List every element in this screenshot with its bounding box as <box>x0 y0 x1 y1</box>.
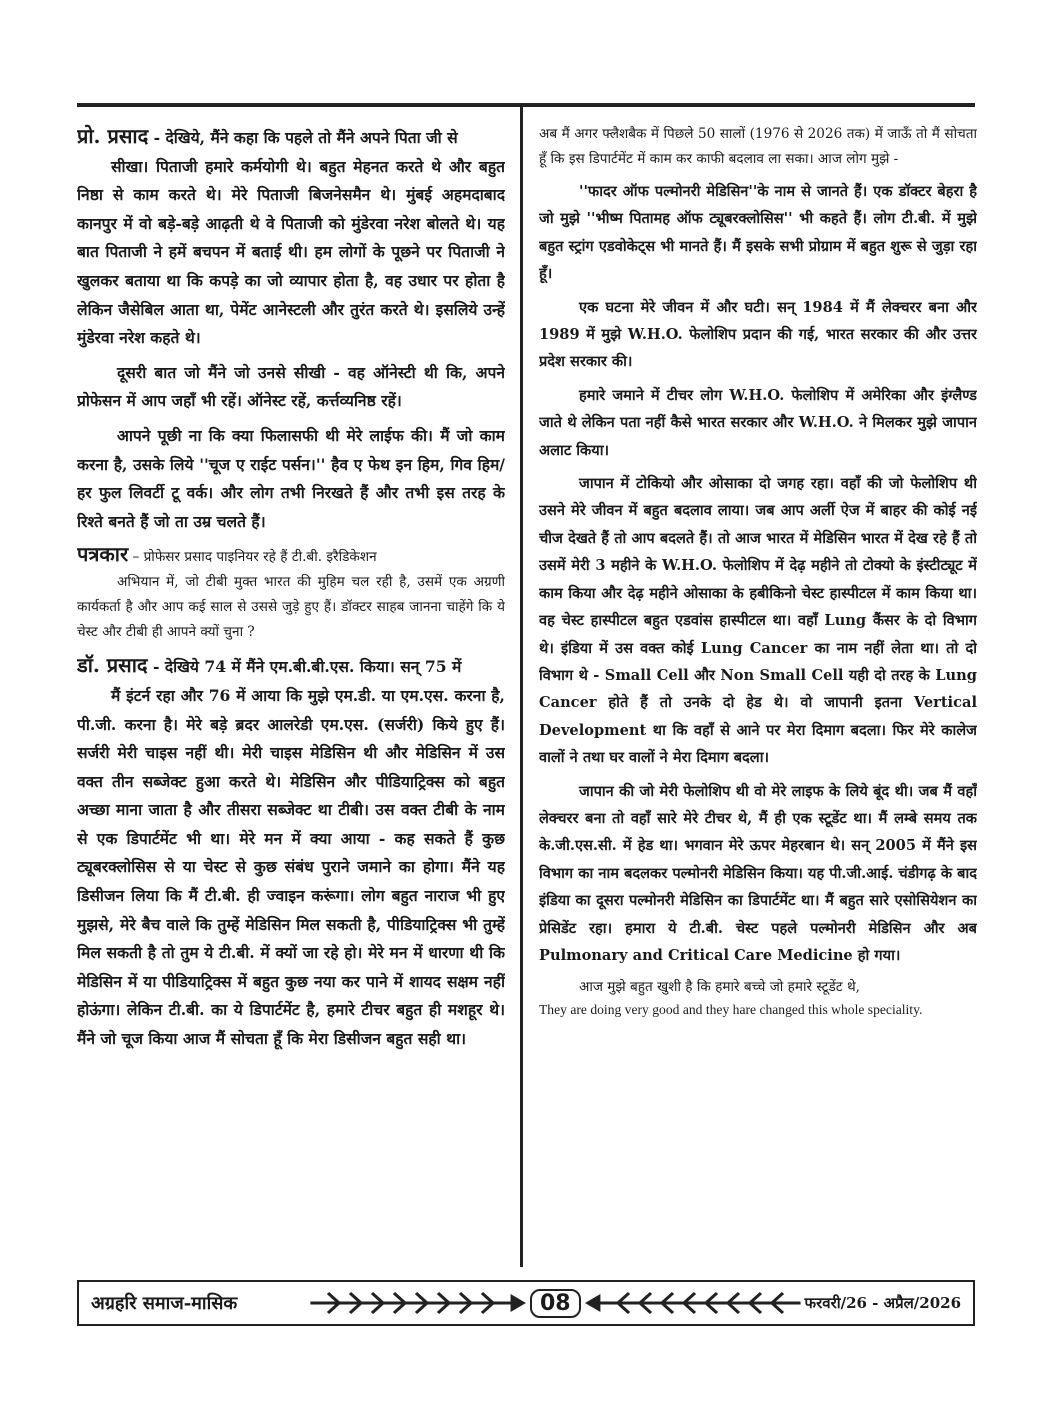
paragraph-journalist-cont <box>77 570 505 645</box>
paragraph-philosophy <box>77 422 505 536</box>
arrow-ornament-icon <box>585 1288 805 1318</box>
paragraph-text: दूसरी बात जो मैंने जो उनसे सीखी - वह ऑनेस्टी थी कि, अपने प्रोफेसन में आप जहाँ भी रहें। ऑनेस्ट रहें, कर्त्तव्यनिष्ठ रहें। <box>77 362 505 411</box>
paragraph-text: हमारे जमाने में टीचर लोग W.H.O. फेलोशिप में अमेरिका और इंग्लैण्ड जाते थे लेकिन पता नहीं कैसे भारत सरकार और W.H.O. ने मिलकर मुझे जापान अलाट किया। <box>539 386 977 459</box>
speaker-label: पत्रकार <box>77 542 129 567</box>
ornament-right <box>585 1282 805 1324</box>
paragraph-text: आपने पूछी ना कि क्या फिलासफी थी मेरे लाईफ की। मैं जो काम करना है, उसके लिये ''चूज ए राईट पर्सन।'' हैव ए फेथ इन हिम, गिव हिम/हर फुल लिवर्टी टू वर्क। और लोग तभी निरखते हैं और तभी इस तरह के रिश्ते बनते हैं जो ता उम्र चलते हैं। <box>77 425 505 531</box>
paragraph-japan-allotted <box>539 382 977 464</box>
left-column <box>77 122 505 1272</box>
paragraph-text: सीखा। पिताजी हमारे कर्मयोगी थे। बहुत मेहनत करते थे और बहुत निष्ठा से काम करते थे। मेरे पिताजी बिजनेसमैन थे। मुंबई अहमदाबाद कानपुर में वो बड़े-बड़े आढ़ती थे वे पिताजी को मुंडेरवा नरेश बोलते थे। यह बात पिताजी ने हमें बचपन में बताई थी। हम लोगों के पूछने पर पिताजी ने खुलकर बताया था कि कपड़े का जो व्यापार होता है, वह उधार पर होता है लेकिन जैसेबिल आता था, पेमेंट आनेस्टली और तुरंत करते थे। इसलिये उन्हें मुंडेरवा नरेश कहते थे। <box>77 156 505 348</box>
paragraph-text: - देखिये 74 में मैंने एम.बी.बी.एस. किया। सन् 75 में <box>147 657 462 677</box>
speaker-label: प्रो. प्रसाद <box>77 124 149 148</box>
paragraph-tokyo-osaka <box>539 470 977 771</box>
paragraph-journalist-question <box>77 542 505 570</box>
ornament-left <box>306 1282 526 1324</box>
paragraph-father-of-pulmonary <box>539 178 977 288</box>
right-column <box>539 122 977 1272</box>
paragraph-text: आज मुझे बहुत खुशी है कि हमारे बच्चे जो हमारे स्टूडेंट थे, <box>579 979 860 996</box>
speaker-label: डॉ. प्रसाद <box>77 653 148 678</box>
paragraph-prasad-intro <box>77 122 505 153</box>
paragraph-text: जापान की जो मेरी फेलोशिप थी वो मेरे लाइफ के लिये बूंद थी। जब मैं वहाँ लेक्चरर बना तो वहाँ सारे मेरे टीचर थे, मैं ही एक स्टूडेंट था। मैं लम्बे समय तक के.जी.एस.सी. में हेड था। भगवान मेरे ऊपर मेहरबान थे। सन् 2005 में मैंने इस विभाग का नाम बदलकर पल्मोनरी मेडिसिन किया। यह पी.जी.आई. चंडीगढ़ के बाद इंडिया का दूसरा पल्मोनरी मेडिसिन का डिपार्टमेंट था। मैं बहुत सारे एसोसियेशन का प्रेसिडेंट रहा। हमारा ये टी.बी. चेस्ट पहले पल्मोनरी मेडिसिन और अब Pulmonary and Critical Care Medicine हो गया। <box>539 782 977 964</box>
paragraph-students <box>539 975 977 1000</box>
arrow-ornament-icon <box>306 1288 526 1318</box>
paragraph-text: – प्रोफेसर प्रसाद पाइनियर रहे हैं टी.बी. इरैडिकेशन <box>128 549 377 566</box>
paragraph-text: ''फादर ऑफ पल्मोनरी मेडिसिन''के नाम से जानते हैं। एक डॉक्टर बेहरा है जो मुझे ''भीष्म पितामह ऑफ ट्यूबरक्लोसिस'' भी कहते हैं। लोग टी.बी. में मुझे बहुत स्ट्रांग एडवोकेट्स भी मानते हैं। मैं इसके सभी प्रोग्राम में बहुत शुरू से जुड़ा रहा हूँ। <box>539 183 977 283</box>
column-divider <box>520 107 523 1267</box>
paragraph-text: जापान में टोकियो और ओसाका दो जगह रहा। वहाँ की जो फेलोशिप थी उसने मेरे जीवन में बहुत बदलाव लाया। जब आप अर्ली ऐज में बाहर की कोई नई चीज देखते हैं तो आप बदलते हैं। तो आज भारत में मेडिसिन भारत में देख रहे हैं तो उसमें मेरी 3 महीने के W.H.O. फेलोशिप में देढ़ महीने तो टोक्यो के इंस्टीट्यूट में काम किया और देढ़ महीने ओसाका के हबीकिनो चेस्ट हास्पीटल में काम किया था। वह चेस्ट हास्पीटल बहुत एडवांस हास्पीटल था। वहाँ Lung कैंसर के दो विभाग थे। इंडिया में उस वक्त कोई Lung Cancer का नाम नहीं लेता था। तो दो विभाग थे - Small Cell और Non Small Cell यही दो तरह के Lung Cancer होते हैं तो उनके दो हेड थे। वो जापानी इतना Vertical Development था कि वहाँ से आने पर मेरा दिमाग बदला। फिर मेरे कालेज वालों ने तथा घर वालों ने मेरा दिमाग बदला। <box>539 475 977 767</box>
paragraph-text: मैं इंटर्न रहा और 76 में आया कि मुझे एम.डी. या एम.एस. करना है, पी.जी. करना है। मेरे बड़े ब्रदर आलरेडी एम.एस. (सर्जरी) किये हुए हैं। सर्जरी मेरी चाइस नहीं थी। मेरी चाइस मेडिसिन थी और मेडिसिन में उस वक्त तीन सब्जेक्ट हुआ करते थे। मेडिसिन और पीडियाट्रिक्स को बहुत अच्छा माना जाता है और तीसरा सब्जेक्ट था टीबी। उस वक्त टीबी के नाम से एक डिपार्टमेंट भी था। मेरे मन में क्या आया - कह सकते हैं कुछ ट्यूबरक्लोसिस से या चेस्ट से कुछ संबंध पुराने जमाने का होगा। मैंने यह डिसीजन लिया कि मैं टी.बी. ही ज्वाइन करूंगा। लोग बहुत नाराज भी हुए मुझसे, मेरे बैच वाले कि तुम्हें मेडिसिन मिल सकती है, पीडियाट्रिक्स भी तुम्हें मिल सकती है तो तुम ये टी.बी. में क्यों जा रहे हो। मेरे मन में धारणा थी कि मेडिसिन में या पीडियाट्रिक्स में बहुत कुछ नया कर पाने में शायद सक्षम नहीं होऊंगा। लेकिन टी.बी. का ये डिपार्टमेंट है, हमारे टीचर बहुत ही मशहूर थे। मैंने जो चूज किया आज मैं सोचता हूँ कि मेरा डिसीजन बहुत सही था। <box>77 685 505 1049</box>
paragraph-text: They are doing very good and they hare changed this whole speciality. <box>539 1002 923 1018</box>
paragraph-father <box>77 153 505 353</box>
paragraph-honesty <box>77 359 505 416</box>
page-number: 08 <box>530 1289 581 1318</box>
paragraph-english-quote <box>539 1000 977 1020</box>
publication-name: अग्रहरि समाज-मासिक <box>91 1293 238 1314</box>
paragraph-text: अब मैं अगर फ्लैशबैक में पिछले 50 सालों (1976 से 2026 तक) में जाऊँ तो मैं सोचता हूँ कि इस डिपार्टमेंट में काम कर काफी बदलाव ला सका। आज लोग मुझे - <box>539 126 977 167</box>
paragraph-doctor-cont <box>77 682 505 1054</box>
page-footer <box>77 1280 975 1326</box>
top-rule <box>77 103 975 107</box>
paragraph-flashback <box>539 122 977 172</box>
paragraph-text: - देखिये, मैंने कहा कि पहले तो मैंने अपने पिता जी से <box>148 128 458 147</box>
paragraph-doctor-answer <box>77 651 505 682</box>
paragraph-who-fellowship <box>539 294 977 376</box>
paragraph-department-history <box>539 778 977 970</box>
paragraph-text: अभियान में, जो टीबी मुक्त भारत की मुहिम चल रही है, उसमें एक अग्रणी कार्यकर्ता है और आप कई साल से उससे जुड़े हुए हैं। डॉक्टर साहब जानना चाहेंगे कि ये चेस्ट और टीबी ही आपने क्यों चुना ? <box>77 574 505 641</box>
issue-date: फरवरी/26 - अप्रैल/2026 <box>804 1294 962 1312</box>
paragraph-text: एक घटना मेरे जीवन में और घटी। सन् 1984 में मैं लेक्चरर बना और 1989 में मुझे W.H.O. फेलोशिप प्रदान की गई, भारत सरकार की और उत्तर प्रदेश सरकार की। <box>539 298 977 371</box>
